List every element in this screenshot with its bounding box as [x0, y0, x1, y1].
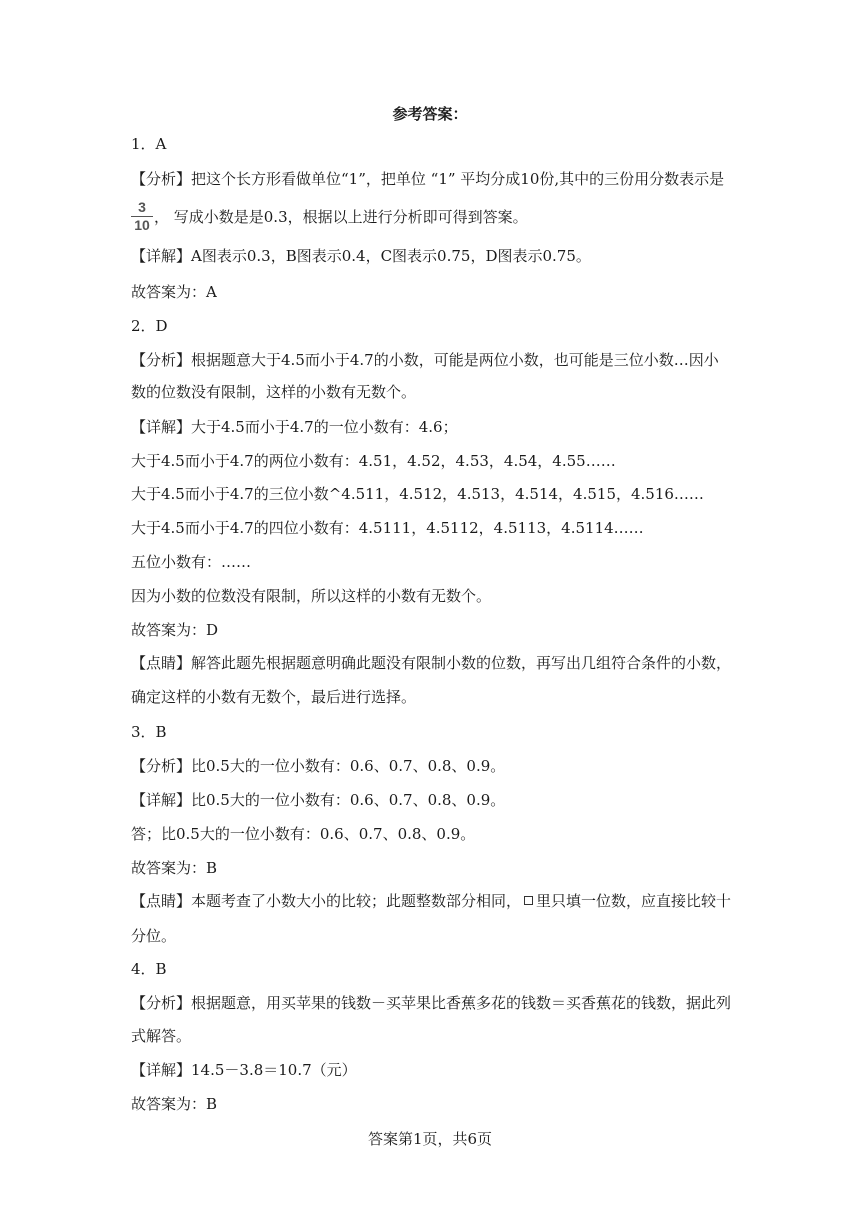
q1-detail: 【详解】A图表示0.3，B图表示0.4，C图表示0.75，D图表示0.75。 [131, 247, 591, 265]
q2-analysis-line1: 【分析】根据题意大于4.5而小于4.7的小数，可能是两位小数，也可能是三位小数…因小 [131, 351, 719, 369]
q2-answer: 2．D [131, 317, 168, 335]
q4-analysis-line1: 【分析】根据题意，用买苹果的钱数－买苹果比香蕉多花的钱数＝买香蕉花的钱数，据此列 [131, 994, 732, 1012]
blank-box-icon [524, 896, 533, 905]
q3-reply: 答；比0.5大的一位小数有：0.6、0.7、0.8、0.9。 [131, 825, 476, 843]
q2-detail-line3: 大于4.5而小于4.7的三位小数^4.511，4.512，4.513，4.514，4.515，4.516…… [131, 485, 704, 503]
q2-analysis-line2: 数的位数没有限制，这样的小数有无数个。 [131, 383, 417, 401]
q2-final: 故答案为：D [131, 621, 219, 639]
q3-comment-part2: 里只填一位数，应直接比较十 [536, 892, 732, 910]
q3-final: 故答案为：B [131, 859, 218, 877]
fraction-denominator: 10 [134, 217, 150, 233]
q3-comment-line2: 分位。 [131, 927, 177, 945]
q1-analysis-line2: ， 写成小数是是0.3，根据以上进行分析即可得到答案。 [154, 208, 528, 226]
page-footer: 答案第1页，共6页 [367, 1130, 493, 1148]
answer-title: 参考答案： [392, 105, 468, 123]
fraction-numerator: 3 [138, 199, 146, 215]
q2-detail-line1: 【详解】大于4.5而小于4.7的一位小数有：4.6； [131, 418, 458, 436]
q4-answer: 4．B [131, 960, 167, 978]
q3-detail: 【详解】比0.5大的一位小数有：0.6、0.7、0.8、0.9。 [131, 791, 506, 809]
q2-detail-line4: 大于4.5而小于4.7的四位小数有：4.5111，4.5112，4.5113，4.5114…… [131, 519, 644, 537]
q3-comment-line1 [131, 891, 731, 911]
q1-analysis-line1: 【分析】把这个长方形看做单位“1”，把单位 “1” 平均分成10份,其中的三份用分数表示是 [131, 170, 725, 188]
q2-detail-line6: 因为小数的位数没有限制，所以这样的小数有无数个。 [131, 587, 492, 605]
q4-analysis-line2: 式解答。 [131, 1027, 192, 1045]
q3-answer: 3．B [131, 723, 167, 741]
fraction-three-tenths [131, 200, 153, 233]
q1-final: 故答案为：A [131, 283, 217, 301]
q2-detail-line5: 五位小数有：…… [131, 553, 252, 571]
q3-comment-part1: 【点睛】本题考查了小数大小的比较；此题整数部分相同， [131, 892, 522, 910]
q3-analysis: 【分析】比0.5大的一位小数有：0.6、0.7、0.8、0.9。 [131, 757, 506, 775]
q1-answer: 1．A [131, 135, 167, 153]
q2-comment-line2: 确定这样的小数有无数个，最后进行选择。 [131, 688, 417, 706]
q2-comment-line1: 【点睛】解答此题先根据题意明确此题没有限制小数的位数，再写出几组符合条件的小数， [131, 654, 732, 672]
q4-final: 故答案为：B [131, 1095, 218, 1113]
q2-detail-line2: 大于4.5而小于4.7的两位小数有：4.51，4.52，4.53，4.54，4.55…… [131, 452, 616, 470]
q4-detail: 【详解】14.5－3.8＝10.7（元） [131, 1061, 357, 1079]
